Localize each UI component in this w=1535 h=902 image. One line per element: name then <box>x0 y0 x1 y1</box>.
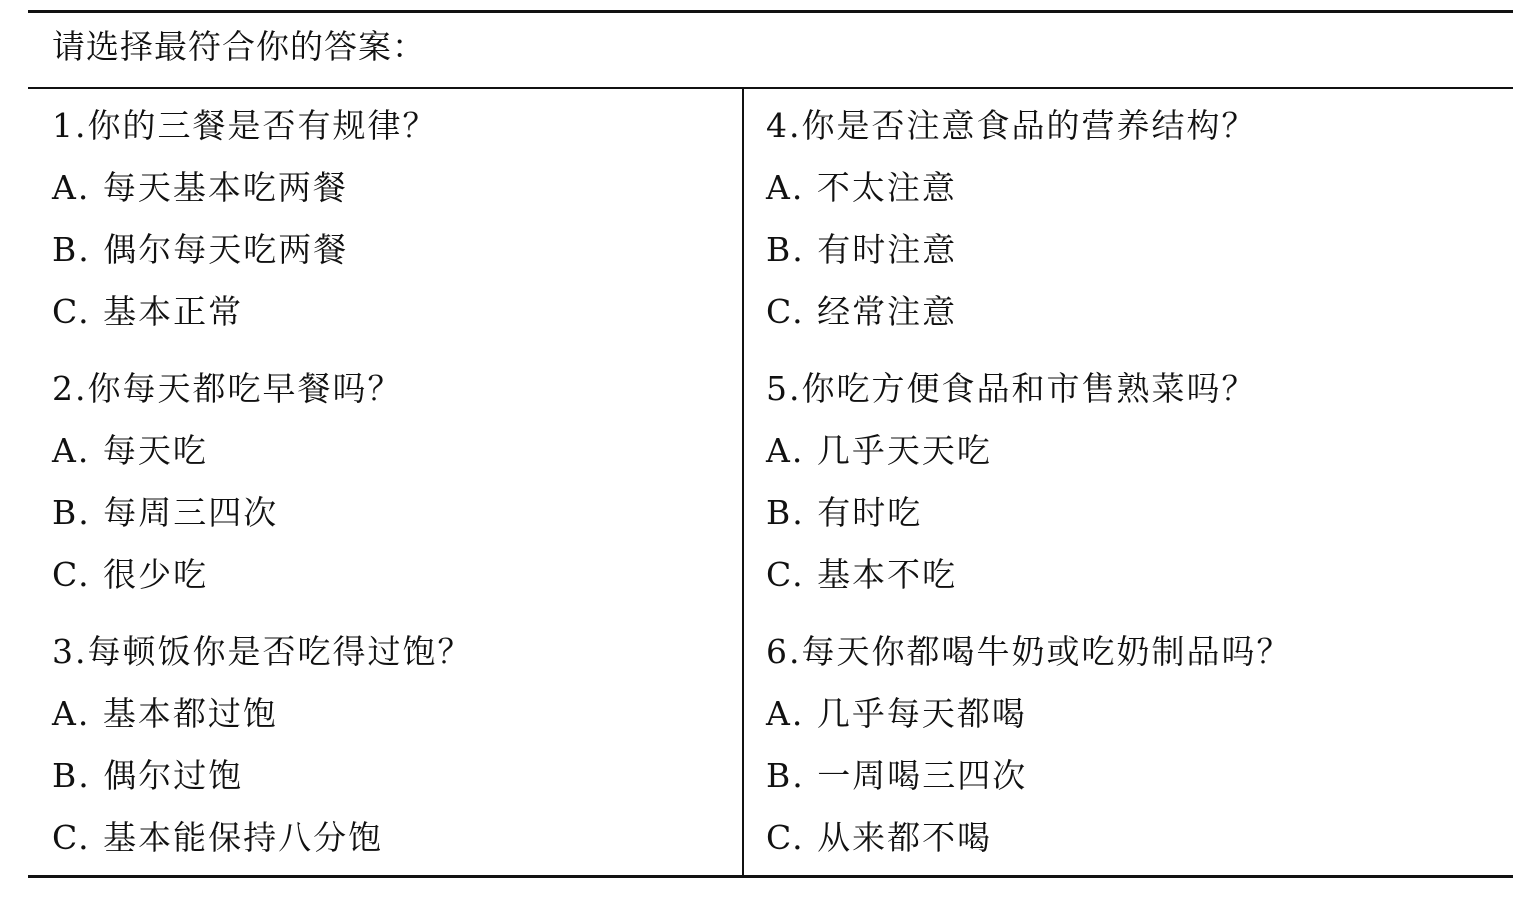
question-1-option-a <box>52 160 473 222</box>
question-3-prompt <box>52 624 473 686</box>
question-text: 每顿饭你是否吃得过饱？ <box>87 632 473 671</box>
question-number: 6. <box>766 632 802 671</box>
option-letter: A. <box>766 694 805 733</box>
question-number: 1. <box>52 106 88 145</box>
option-letter: A. <box>766 431 805 470</box>
option-letter: A. <box>52 694 91 733</box>
question-1-option-b <box>52 222 473 284</box>
option-letter: B. <box>766 756 805 795</box>
question-2 <box>52 361 473 624</box>
option-letter: C. <box>766 292 805 331</box>
option-text: 每天吃 <box>102 431 208 470</box>
option-letter: A. <box>52 168 91 207</box>
question-1-option-c <box>52 284 473 346</box>
question-6-option-a <box>766 686 1292 748</box>
option-text: 经常注意 <box>817 292 958 331</box>
option-text: 不太注意 <box>816 168 957 207</box>
question-number: 3. <box>52 632 88 671</box>
question-text: 你的三餐是否有规律？ <box>87 106 438 145</box>
question-2-option-a <box>52 423 473 485</box>
option-letter: B. <box>52 230 91 269</box>
question-text: 每天你都喝牛奶或吃奶制品吗？ <box>801 632 1292 671</box>
option-text: 一周喝三四次 <box>817 756 1028 795</box>
option-text: 基本不吃 <box>817 555 958 594</box>
option-text: 几乎每天都喝 <box>816 694 1027 733</box>
question-number: 2. <box>52 369 88 408</box>
question-6-prompt <box>766 624 1292 686</box>
question-6 <box>766 624 1292 887</box>
option-text: 从来都不喝 <box>817 818 993 857</box>
option-text: 偶尔每天吃两餐 <box>103 230 349 269</box>
question-5 <box>766 361 1292 624</box>
question-text: 你吃方便食品和市售熟菜吗？ <box>801 369 1257 408</box>
question-3 <box>52 624 473 887</box>
question-number: 5. <box>766 369 802 408</box>
option-text: 有时注意 <box>817 230 958 269</box>
question-1-prompt <box>52 98 473 160</box>
option-letter: C. <box>52 292 91 331</box>
question-column-left <box>52 98 473 887</box>
option-letter: A. <box>52 431 91 470</box>
option-letter: B. <box>766 230 805 269</box>
option-letter: C. <box>766 818 805 857</box>
question-2-option-b <box>52 485 473 547</box>
question-4-option-b <box>766 222 1292 284</box>
question-text: 你每天都吃早餐吗？ <box>87 369 403 408</box>
option-text: 基本都过饱 <box>102 694 278 733</box>
option-letter: C. <box>52 818 91 857</box>
option-text: 每天基本吃两餐 <box>102 168 348 207</box>
question-3-option-a <box>52 686 473 748</box>
option-text: 很少吃 <box>103 555 209 594</box>
option-text: 基本正常 <box>103 292 244 331</box>
question-column-right <box>766 98 1292 887</box>
question-3-option-b <box>52 748 473 810</box>
question-1 <box>52 98 473 361</box>
option-letter: A. <box>766 168 805 207</box>
question-5-prompt <box>766 361 1292 423</box>
question-2-option-c <box>52 547 473 609</box>
question-4 <box>766 98 1292 361</box>
option-text: 有时吃 <box>817 493 923 532</box>
question-6-option-c <box>766 810 1292 872</box>
table-header-rule <box>28 87 1513 89</box>
question-4-option-c <box>766 284 1292 346</box>
option-letter: B. <box>52 756 91 795</box>
option-letter: B. <box>766 493 805 532</box>
column-divider <box>742 89 744 875</box>
option-letter: C. <box>766 555 805 594</box>
question-number: 4. <box>766 106 802 145</box>
option-text: 每周三四次 <box>103 493 279 532</box>
question-4-option-a <box>766 160 1292 222</box>
option-letter: B. <box>52 493 91 532</box>
question-2-prompt <box>52 361 473 423</box>
instruction-text: 请选择最符合你的答案： <box>52 27 426 66</box>
question-5-option-c <box>766 547 1292 609</box>
option-text: 基本能保持八分饱 <box>103 818 384 857</box>
question-6-option-b <box>766 748 1292 810</box>
option-text: 偶尔过饱 <box>103 756 244 795</box>
option-text: 几乎天天吃 <box>816 431 992 470</box>
option-letter: C. <box>52 555 91 594</box>
question-text: 你是否注意食品的营养结构？ <box>801 106 1257 145</box>
question-4-prompt <box>766 98 1292 160</box>
table-top-rule <box>28 10 1513 13</box>
question-5-option-a <box>766 423 1292 485</box>
question-3-option-c <box>52 810 473 872</box>
question-5-option-b <box>766 485 1292 547</box>
